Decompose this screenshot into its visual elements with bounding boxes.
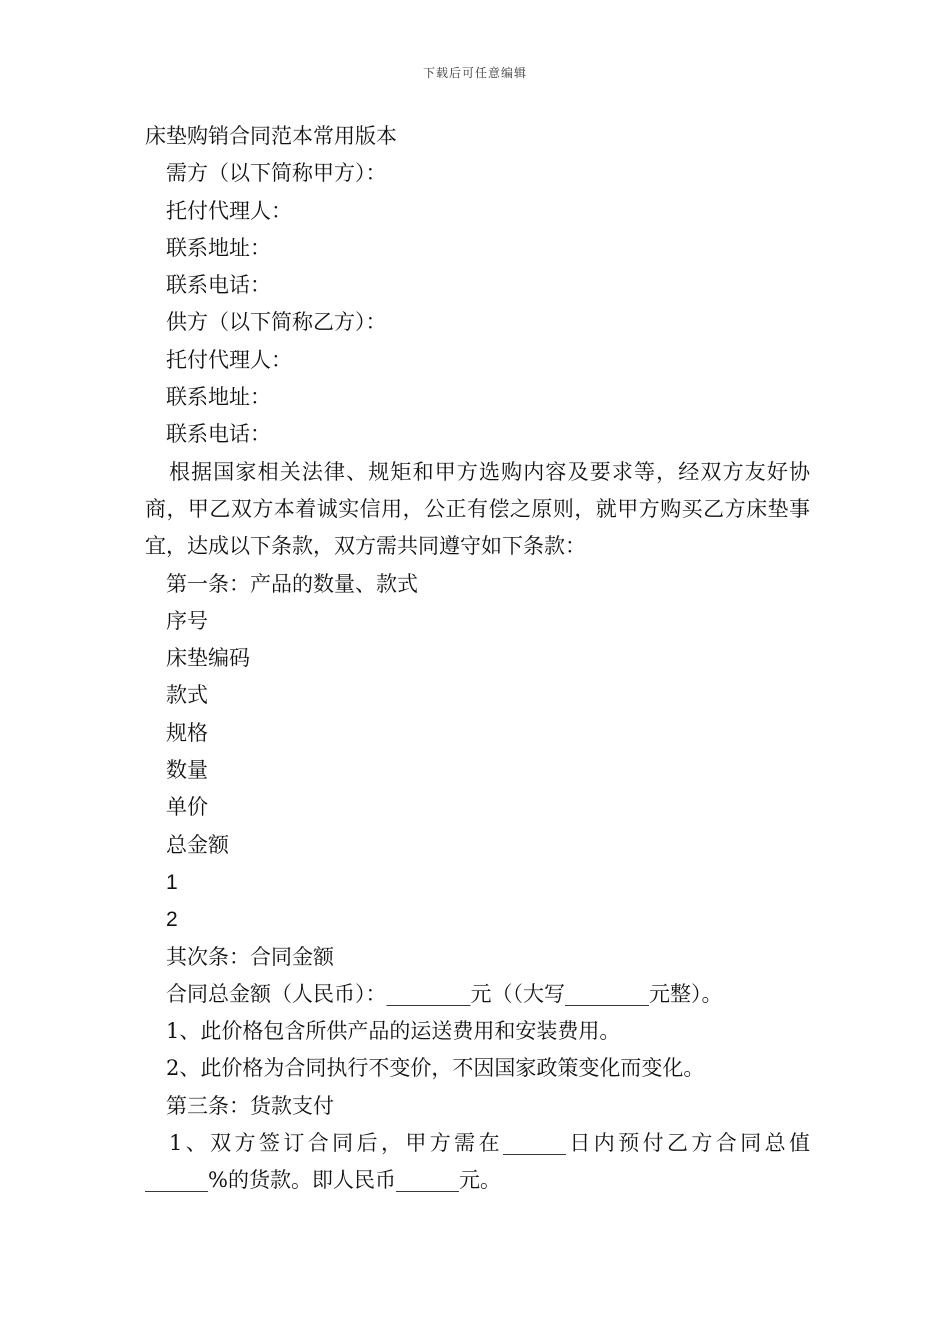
table-header-quantity: 数量 [166, 758, 208, 783]
table-header-spec: 规格 [166, 720, 208, 745]
seller-agent-line: 托付代理人： [166, 347, 292, 372]
table-row-number: 2 [166, 908, 178, 932]
seller-phone-line: 联系电话： [166, 422, 271, 447]
seller-address-line: 联系地址： [166, 385, 271, 410]
article3-item1: 1、双方签订合同后，甲方需在______日内预付乙方合同总值______%的货款。即人民币______元。 [145, 1131, 810, 1193]
article1-heading: 第一条：产品的数量、款式 [166, 571, 418, 596]
page-header: 下载后可任意编辑 [422, 66, 527, 80]
article2-total: 合同总金额（人民币）：________元（（大写________元整）。 [166, 981, 723, 1006]
article2-heading: 其次条：合同金额 [166, 944, 334, 969]
document-title: 床垫购销合同范本常用版本 [145, 124, 397, 148]
article2-item1: 1、此价格包含所供产品的运送费用和安装费用。 [166, 1019, 621, 1044]
article3-heading: 第三条：货款支付 [166, 1093, 334, 1118]
table-row-number: 1 [166, 870, 178, 894]
buyer-address-line: 联系地址： [166, 235, 271, 260]
seller-line: 供方（以下简称乙方）： [166, 310, 387, 335]
buyer-phone-line: 联系电话： [166, 273, 271, 298]
intro-paragraph: 根据国家相关法律、规矩和甲方选购内容及要求等，经双方友好协商，甲乙双方本着诚实信用，公正有偿之原则，就甲方购买乙方床垫事宜，达成以下条款，双方需共同遵守如下条款： [145, 459, 810, 559]
table-header-index: 序号 [166, 608, 208, 633]
document-body [145, 118, 810, 1200]
table-header-unit-price: 单价 [166, 795, 208, 820]
buyer-line: 需方（以下简称甲方）： [166, 161, 387, 186]
article2-item2: 2、此价格为合同执行不变价，不因国家政策变化而变化。 [166, 1056, 705, 1081]
table-header-total: 总金额 [166, 832, 229, 857]
buyer-agent-line: 托付代理人： [166, 198, 292, 223]
table-header-code: 床垫编码 [166, 646, 250, 671]
table-header-style: 款式 [166, 683, 208, 708]
